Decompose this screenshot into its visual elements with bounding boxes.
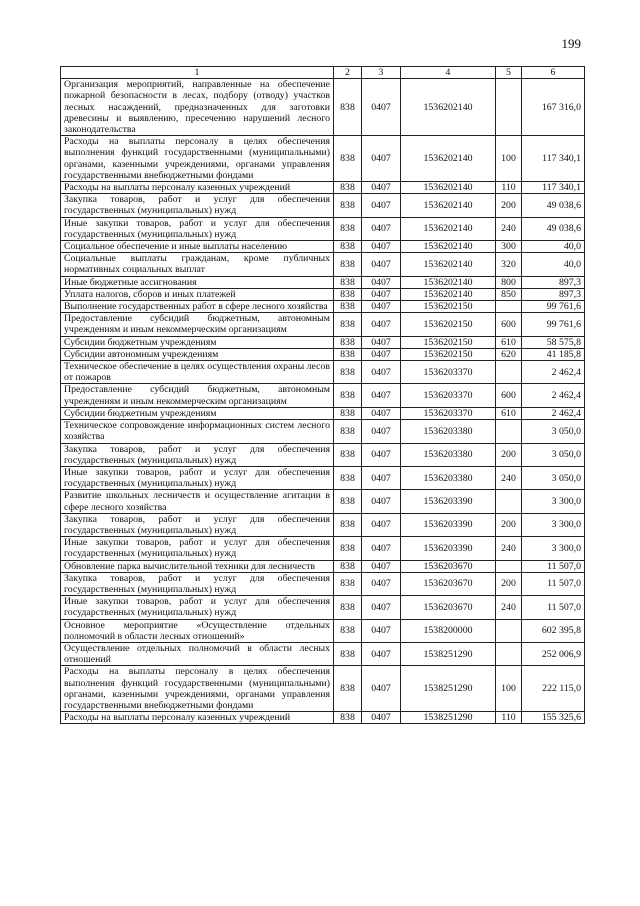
row-section-cell: 0407 (362, 619, 401, 642)
table-row (61, 513, 585, 536)
table-row (61, 666, 585, 712)
row-vr-cell (496, 560, 522, 572)
table-row (61, 313, 585, 336)
table-row (61, 619, 585, 642)
row-grbs-cell: 838 (334, 348, 362, 360)
row-vr-cell (496, 619, 522, 642)
row-target-cell: 1536202140 (401, 253, 496, 276)
row-vr-cell: 600 (496, 384, 522, 407)
table-row (61, 420, 585, 443)
row-grbs-cell: 838 (334, 241, 362, 253)
table-row (61, 301, 585, 313)
row-target-cell: 1538251290 (401, 666, 496, 712)
row-amount-cell: 2 462,4 (522, 361, 585, 384)
row-vr-cell: 110 (496, 712, 522, 724)
table-row (61, 712, 585, 724)
row-name-cell: Организация мероприятий, направленные на обеспечение пожарной безопасности в лесах, подбору (отводу) участков лесных насаждений, предназначенных для заготовки древесины и выявлению, пресечению нарушений лесного законодательства (61, 79, 334, 136)
row-vr-cell: 100 (496, 136, 522, 182)
header-col-3: 3 (362, 67, 401, 79)
row-vr-cell (496, 79, 522, 136)
row-section-cell: 0407 (362, 361, 401, 384)
table-row (61, 253, 585, 276)
row-vr-cell: 610 (496, 407, 522, 419)
row-vr-cell: 200 (496, 194, 522, 217)
row-amount-cell: 3 050,0 (522, 466, 585, 489)
row-name-cell: Осуществление отдельных полномочий в области лесных отношений (61, 642, 334, 665)
row-target-cell: 1536203380 (401, 443, 496, 466)
row-section-cell: 0407 (362, 253, 401, 276)
row-target-cell: 1536203380 (401, 420, 496, 443)
row-section-cell: 0407 (362, 420, 401, 443)
row-vr-cell: 800 (496, 276, 522, 288)
row-section-cell: 0407 (362, 348, 401, 360)
row-name-cell: Расходы на выплаты персоналу в целях обеспечения выполнения функций государственными (муниципальными) органами, казенными учреждениями, органами управления государственными внебюджетными фондами (61, 136, 334, 182)
header-col-1: 1 (61, 67, 334, 79)
row-amount-cell: 99 761,6 (522, 313, 585, 336)
row-amount-cell: 3 050,0 (522, 443, 585, 466)
row-grbs-cell: 838 (334, 596, 362, 619)
row-target-cell: 1536203390 (401, 490, 496, 513)
row-name-cell: Развитие школьных лесничеств и осуществление агитации в сфере лесного хозяйства (61, 490, 334, 513)
row-vr-cell: 600 (496, 313, 522, 336)
table-row (61, 361, 585, 384)
row-name-cell: Техническое обеспечение в целях осуществления охраны лесов от пожаров (61, 361, 334, 384)
row-amount-cell: 11 507,0 (522, 572, 585, 595)
row-section-cell: 0407 (362, 79, 401, 136)
row-target-cell: 1536202150 (401, 336, 496, 348)
row-target-cell: 1536203370 (401, 384, 496, 407)
row-amount-cell: 49 038,6 (522, 217, 585, 240)
row-grbs-cell: 838 (334, 666, 362, 712)
row-name-cell: Выполнение государственных работ в сфере лесного хозяйства (61, 301, 334, 313)
row-amount-cell: 2 462,4 (522, 407, 585, 419)
table-row (61, 560, 585, 572)
row-amount-cell: 167 316,0 (522, 79, 585, 136)
row-vr-cell: 240 (496, 217, 522, 240)
row-target-cell: 1536202140 (401, 241, 496, 253)
header-col-5: 5 (496, 67, 522, 79)
row-grbs-cell: 838 (334, 642, 362, 665)
row-grbs-cell: 838 (334, 79, 362, 136)
table-row (61, 443, 585, 466)
row-target-cell: 1536202140 (401, 217, 496, 240)
row-amount-cell: 49 038,6 (522, 194, 585, 217)
row-name-cell: Закупка товаров, работ и услуг для обеспечения государственных (муниципальных) нужд (61, 572, 334, 595)
row-section-cell: 0407 (362, 596, 401, 619)
row-section-cell: 0407 (362, 136, 401, 182)
row-name-cell: Иные бюджетные ассигнования (61, 276, 334, 288)
row-target-cell: 1536202140 (401, 79, 496, 136)
row-target-cell: 1536203390 (401, 513, 496, 536)
row-grbs-cell: 838 (334, 513, 362, 536)
row-section-cell: 0407 (362, 407, 401, 419)
row-target-cell: 1536203670 (401, 560, 496, 572)
row-name-cell: Социальное обеспечение и иные выплаты населению (61, 241, 334, 253)
table-row (61, 596, 585, 619)
row-section-cell: 0407 (362, 301, 401, 313)
table-row (61, 348, 585, 360)
header-col-2: 2 (334, 67, 362, 79)
row-section-cell: 0407 (362, 217, 401, 240)
row-target-cell: 1536202140 (401, 276, 496, 288)
row-section-cell: 0407 (362, 712, 401, 724)
row-target-cell: 1536202150 (401, 301, 496, 313)
table-row (61, 182, 585, 194)
row-vr-cell: 320 (496, 253, 522, 276)
row-name-cell: Предоставление субсидий бюджетным, автономным учреждениям и иным некоммерческим организациям (61, 384, 334, 407)
row-amount-cell: 2 462,4 (522, 384, 585, 407)
row-amount-cell: 155 325,6 (522, 712, 585, 724)
row-vr-cell: 620 (496, 348, 522, 360)
row-grbs-cell: 838 (334, 619, 362, 642)
row-amount-cell: 222 115,0 (522, 666, 585, 712)
row-amount-cell: 602 395,8 (522, 619, 585, 642)
row-amount-cell: 117 340,1 (522, 182, 585, 194)
row-name-cell: Техническое сопровождение информационных систем лесного хозяйства (61, 420, 334, 443)
row-grbs-cell: 838 (334, 443, 362, 466)
row-section-cell: 0407 (362, 466, 401, 489)
row-name-cell: Предоставление субсидий бюджетным, автономным учреждениям и иным некоммерческим организациям (61, 313, 334, 336)
row-name-cell: Иные закупки товаров, работ и услуг для обеспечения государственных (муниципальных) нужд (61, 466, 334, 489)
row-name-cell: Закупка товаров, работ и услуг для обеспечения государственных (муниципальных) нужд (61, 513, 334, 536)
row-name-cell: Иные закупки товаров, работ и услуг для обеспечения государственных (муниципальных) нужд (61, 217, 334, 240)
row-section-cell: 0407 (362, 537, 401, 560)
row-vr-cell: 240 (496, 466, 522, 489)
row-grbs-cell: 838 (334, 336, 362, 348)
row-amount-cell: 3 050,0 (522, 420, 585, 443)
row-amount-cell: 3 300,0 (522, 490, 585, 513)
row-amount-cell: 99 761,6 (522, 301, 585, 313)
row-name-cell: Расходы на выплаты персоналу казенных учреждений (61, 182, 334, 194)
row-target-cell: 1536203380 (401, 466, 496, 489)
row-grbs-cell: 838 (334, 420, 362, 443)
row-vr-cell: 100 (496, 666, 522, 712)
row-amount-cell: 41 185,8 (522, 348, 585, 360)
row-amount-cell: 897,3 (522, 276, 585, 288)
table-row (61, 466, 585, 489)
row-section-cell: 0407 (362, 572, 401, 595)
row-amount-cell: 3 300,0 (522, 513, 585, 536)
row-section-cell: 0407 (362, 241, 401, 253)
row-name-cell: Субсидии бюджетным учреждениям (61, 407, 334, 419)
row-section-cell: 0407 (362, 384, 401, 407)
row-name-cell: Иные закупки товаров, работ и услуг для обеспечения государственных (муниципальных) нужд (61, 537, 334, 560)
table-row (61, 217, 585, 240)
row-target-cell: 1536202140 (401, 288, 496, 300)
row-target-cell: 1538200000 (401, 619, 496, 642)
row-grbs-cell: 838 (334, 301, 362, 313)
row-vr-cell: 200 (496, 513, 522, 536)
row-section-cell: 0407 (362, 313, 401, 336)
header-col-4: 4 (401, 67, 496, 79)
row-vr-cell: 200 (496, 443, 522, 466)
row-section-cell: 0407 (362, 560, 401, 572)
table-header-row (61, 67, 585, 79)
table-row (61, 490, 585, 513)
row-vr-cell (496, 420, 522, 443)
row-section-cell: 0407 (362, 182, 401, 194)
row-vr-cell (496, 490, 522, 513)
header-col-6: 6 (522, 67, 585, 79)
row-name-cell: Закупка товаров, работ и услуг для обеспечения государственных (муниципальных) нужд (61, 443, 334, 466)
row-grbs-cell: 838 (334, 182, 362, 194)
row-vr-cell: 110 (496, 182, 522, 194)
row-name-cell: Уплата налогов, сборов и иных платежей (61, 288, 334, 300)
row-name-cell: Обновление парка вычислительной техники для лесничеств (61, 560, 334, 572)
row-amount-cell: 11 507,0 (522, 560, 585, 572)
row-grbs-cell: 838 (334, 572, 362, 595)
row-name-cell: Социальные выплаты гражданам, кроме публичных нормативных социальных выплат (61, 253, 334, 276)
row-amount-cell: 897,3 (522, 288, 585, 300)
row-target-cell: 1536203370 (401, 407, 496, 419)
row-target-cell: 1536203390 (401, 537, 496, 560)
table-row (61, 79, 585, 136)
row-vr-cell: 240 (496, 537, 522, 560)
row-vr-cell: 200 (496, 572, 522, 595)
row-grbs-cell: 838 (334, 361, 362, 384)
row-vr-cell (496, 301, 522, 313)
table-row (61, 194, 585, 217)
row-vr-cell: 850 (496, 288, 522, 300)
row-grbs-cell: 838 (334, 288, 362, 300)
table-row (61, 241, 585, 253)
table-row (61, 407, 585, 419)
row-vr-cell (496, 361, 522, 384)
table-row (61, 276, 585, 288)
row-grbs-cell: 838 (334, 217, 362, 240)
row-section-cell: 0407 (362, 666, 401, 712)
row-name-cell: Закупка товаров, работ и услуг для обеспечения государственных (муниципальных) нужд (61, 194, 334, 217)
row-section-cell: 0407 (362, 336, 401, 348)
row-target-cell: 1536202140 (401, 136, 496, 182)
row-target-cell: 1536203370 (401, 361, 496, 384)
row-amount-cell: 3 300,0 (522, 537, 585, 560)
page-number: 199 (561, 36, 581, 51)
row-name-cell: Субсидии автономным учреждениям (61, 348, 334, 360)
row-grbs-cell: 838 (334, 466, 362, 489)
row-grbs-cell: 838 (334, 712, 362, 724)
row-grbs-cell: 838 (334, 490, 362, 513)
row-section-cell: 0407 (362, 194, 401, 217)
row-name-cell: Иные закупки товаров, работ и услуг для обеспечения государственных (муниципальных) нужд (61, 596, 334, 619)
table-row (61, 288, 585, 300)
row-vr-cell: 610 (496, 336, 522, 348)
row-name-cell: Расходы на выплаты персоналу в целях обеспечения выполнения функций государственными (муниципальными) органами, казенными учреждениями, органами управления государственными внебюджетными фондами (61, 666, 334, 712)
row-grbs-cell: 838 (334, 136, 362, 182)
table-row (61, 537, 585, 560)
row-section-cell: 0407 (362, 490, 401, 513)
row-section-cell: 0407 (362, 276, 401, 288)
table-row (61, 384, 585, 407)
budget-table (60, 66, 585, 724)
table-row (61, 336, 585, 348)
row-name-cell: Расходы на выплаты персоналу казенных учреждений (61, 712, 334, 724)
row-section-cell: 0407 (362, 443, 401, 466)
row-section-cell: 0407 (362, 642, 401, 665)
row-amount-cell: 58 575,8 (522, 336, 585, 348)
row-amount-cell: 40,0 (522, 253, 585, 276)
row-grbs-cell: 838 (334, 194, 362, 217)
row-name-cell: Основное мероприятие «Осуществление отдельных полномочий в области лесных отношений» (61, 619, 334, 642)
row-section-cell: 0407 (362, 513, 401, 536)
row-target-cell: 1536202140 (401, 194, 496, 217)
row-grbs-cell: 838 (334, 560, 362, 572)
row-grbs-cell: 838 (334, 276, 362, 288)
row-grbs-cell: 838 (334, 313, 362, 336)
row-target-cell: 1536202150 (401, 348, 496, 360)
row-grbs-cell: 838 (334, 537, 362, 560)
row-vr-cell: 300 (496, 241, 522, 253)
row-target-cell: 1538251290 (401, 712, 496, 724)
row-vr-cell: 240 (496, 596, 522, 619)
row-grbs-cell: 838 (334, 407, 362, 419)
row-name-cell: Субсидии бюджетным учреждениям (61, 336, 334, 348)
row-target-cell: 1536202140 (401, 182, 496, 194)
row-grbs-cell: 838 (334, 253, 362, 276)
row-grbs-cell: 838 (334, 384, 362, 407)
table-row (61, 136, 585, 182)
table-row (61, 572, 585, 595)
row-vr-cell (496, 642, 522, 665)
row-target-cell: 1536203670 (401, 596, 496, 619)
row-target-cell: 1536202150 (401, 313, 496, 336)
table-row (61, 642, 585, 665)
row-target-cell: 1538251290 (401, 642, 496, 665)
row-amount-cell: 11 507,0 (522, 596, 585, 619)
row-target-cell: 1536203670 (401, 572, 496, 595)
row-amount-cell: 252 006,9 (522, 642, 585, 665)
row-section-cell: 0407 (362, 288, 401, 300)
row-amount-cell: 117 340,1 (522, 136, 585, 182)
row-amount-cell: 40,0 (522, 241, 585, 253)
